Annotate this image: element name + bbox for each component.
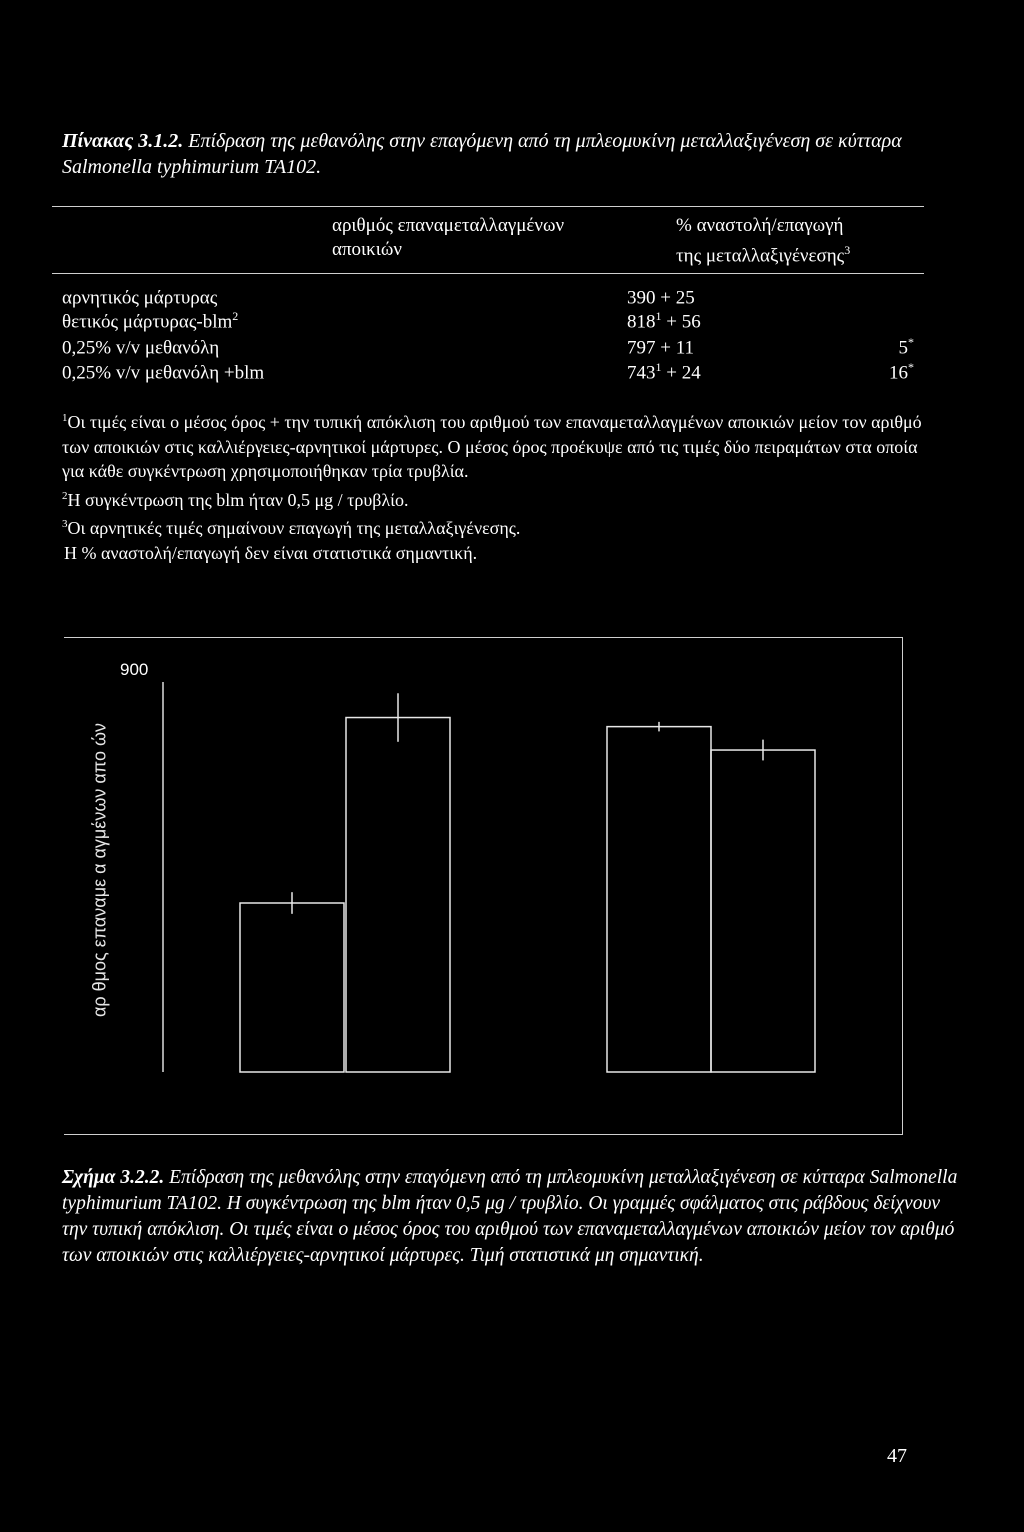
row-value: 390 + 25 — [627, 287, 695, 309]
header-inhibition-line1: % αναστολή/επαγωγή — [676, 215, 844, 236]
row-percent: 16* — [889, 360, 914, 384]
figure-number: Σχήμα 3.2.2. — [62, 1167, 165, 1188]
footnote-1: $^1$Οι τιμές είναι ο μέσος όρος + την τυπική απόκλιση του αριθμού των επαναμεταλλαγμένων αποικιών μείον τον αριθμό των αποικιών στις καλλιέργειες-αρνητικοί μάρτυρες. Ο μέσος όρος προέκυψε από τις τιμές δύο πειραμάτων στα οποία για κάθε συγκέντρωση χρησιμοποιήθηκαν τρία τρυβλία. — [62, 412, 922, 481]
table-title-text: Επίδραση της μεθανόλης στην επαγόμενη από τη μπλεομυκίνη μεταλλαξιγένεση σε κύτταρα Salmonella typhimurium TA102. — [62, 130, 902, 178]
bar-2 — [346, 718, 450, 1072]
footnote-3: $^3$Οι αρνητικές τιμές σημαίνουν επαγωγή της μεταλλαξιγένεσης. — [62, 518, 521, 538]
row-label: 0,25% v/v μεθανόλη — [62, 337, 220, 359]
y-tick-label: 900 — [120, 660, 149, 679]
bar-1 — [240, 903, 344, 1072]
bar-4 — [711, 750, 815, 1072]
page-number: 47 — [887, 1445, 907, 1467]
y-axis-label: αρ θμος επαναμε α αγμένων απο ών — [89, 722, 110, 1018]
row-percent: 5* — [898, 335, 914, 359]
table-number: Πίνακας 3.1.2. — [62, 130, 184, 152]
bar-3 — [607, 727, 711, 1072]
row-value: 797 + 11 — [627, 337, 695, 359]
row-value: $818^1 + 56$ — [627, 309, 701, 333]
header-inhibition-sup: 3 — [844, 243, 851, 257]
footnote-2: $^2$Η συγκέντρωση της blm ήταν 0,5 μg / τρυβλίο. — [62, 489, 409, 510]
row-label: αρνητικός μάρτυρας — [62, 287, 218, 309]
header-colonies-line1: αριθμός επαναμεταλλαγμένων — [332, 215, 565, 236]
row-label: 0,25% v/v μεθανόλη +blm — [62, 362, 265, 384]
figure-caption — [62, 1165, 962, 1269]
row-value: $743^1 + 24$ — [627, 360, 701, 384]
header-colonies-line2: αποικιών — [332, 239, 402, 260]
row-label: θετικός μάρτυρας-blm$^2$ — [62, 309, 239, 333]
figure-caption-text: Επίδραση της μεθανόλης στην επαγόμενη από τη μπλεομυκίνη μεταλλαξιγένεση σε κύτταρα Salmonella typhimurium TA102. Η συγκέντρωση της blm ήταν 0,5 μg / τρυβλίο. Οι γραμμές σφάλματος στις ράβδους δείχνουν την τυπική απόκλιση. Οι τιμές είναι ο μέσος όρος του αριθμού των επαναμεταλλαγμένων αποικιών μείον τον αριθμό των αποικιών στις καλλιέργειες-αρνητικοί μάρτυρες. Τιμή στατιστικά μη σημαντική. — [62, 1167, 958, 1266]
header-inhibition-line2: της μεταλλαξιγένεσης$^3$ — [676, 243, 851, 267]
footnote-4: Η % αναστολή/επαγωγή δεν είναι στατιστικά σημαντική. — [64, 542, 478, 563]
